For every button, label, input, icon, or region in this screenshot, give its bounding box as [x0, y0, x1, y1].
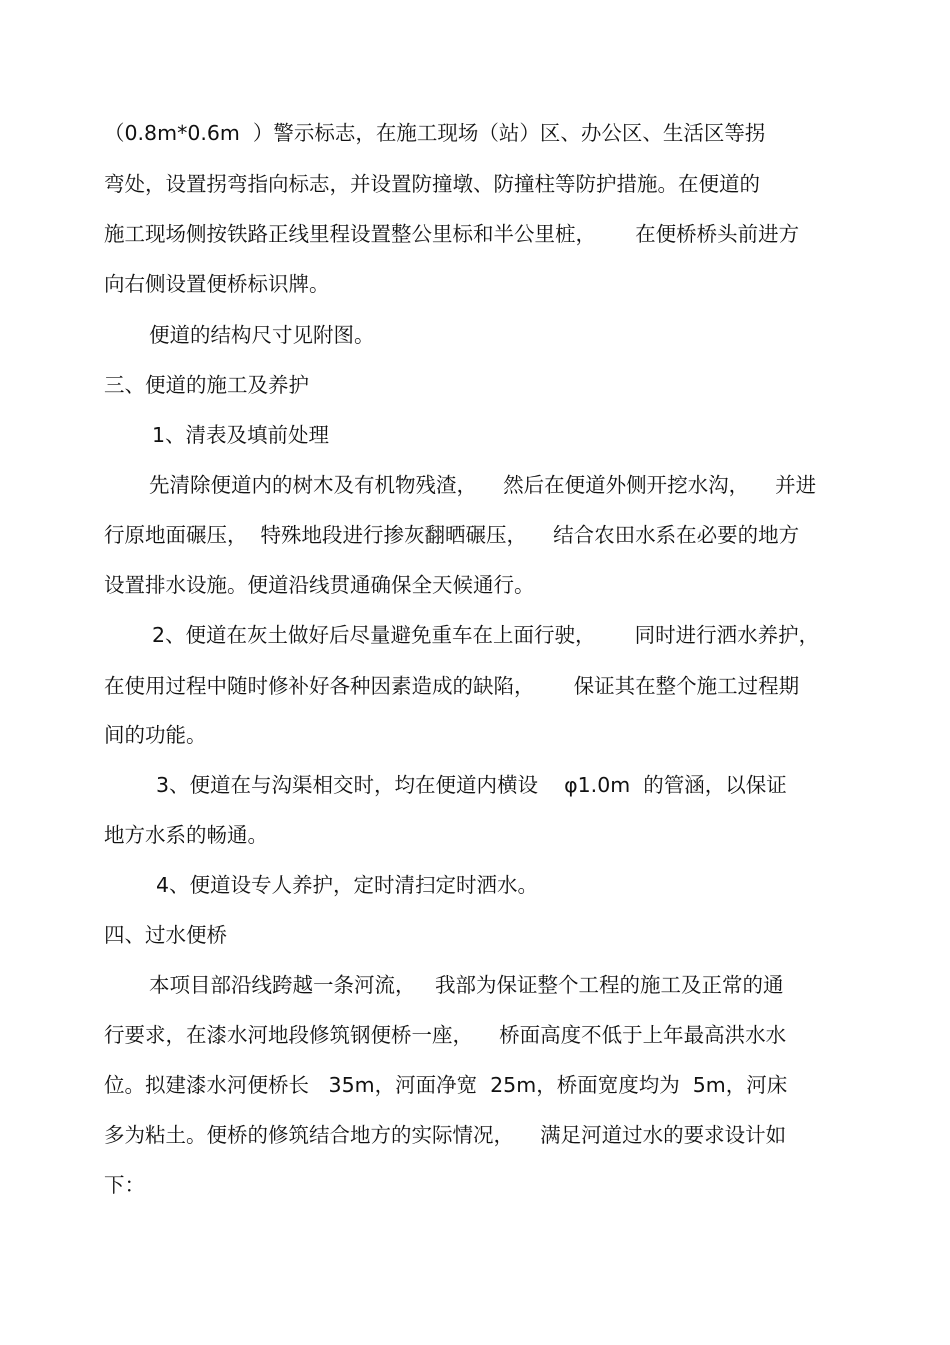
text-line-1: （0.8m*0.6m ）警示标志，在施工现场（站）区、办公区、生活区等拐: [104, 121, 766, 145]
text-line-14: 3、便道在与沟渠相交时，均在便道内横设 φ1.0m 的管涵，以保证: [156, 773, 787, 797]
section-heading-3: 三、便道的施工及养护: [104, 373, 309, 397]
text-line-10: 设置排水设施。便道沿线贯通确保全天候通行。: [104, 573, 535, 597]
text-line-19: 行要求，在漆水河地段修筑钢便桥一座， 桥面高度不低于上年最高洪水水: [104, 1023, 787, 1047]
text-line-11: 2、便道在灰土做好后尽量避免重车在上面行驶， 同时进行洒水养护，: [152, 623, 820, 647]
text-line-9: 行原地面碾压， 特殊地段进行掺灰翻晒碾压， 结合农田水系在必要的地方: [104, 523, 800, 547]
text-line-15: 地方水系的畅通。: [104, 823, 268, 847]
text-line-8: 先清除便道内的树木及有机物残渣， 然后在便道外侧开挖水沟， 并进: [149, 473, 817, 497]
section-heading-4: 四、过水便桥: [104, 923, 227, 947]
subheading-1: 1、清表及填前处理: [152, 423, 330, 447]
text-line-22: 下：: [104, 1173, 145, 1197]
text-line-2: 弯处，设置拐弯指向标志，并设置防撞墩、防撞柱等防护措施。在便道的: [104, 172, 760, 196]
text-line-12: 在使用过程中随时修补好各种因素造成的缺陷， 保证其在整个施工过程期: [104, 674, 800, 698]
text-line-4: 向右侧设置便桥标识牌。: [104, 272, 330, 296]
text-line-13: 间的功能。: [104, 723, 207, 747]
text-line-5: 便道的结构尺寸见附图。: [149, 323, 375, 347]
text-line-16: 4、便道设专人养护，定时清扫定时洒水。: [156, 873, 539, 897]
text-line-20: 位。拟建漆水河便桥长 35m，河面净宽 25m，桥面宽度均为 5m，河床: [104, 1073, 788, 1097]
text-line-18: 本项目部沿线跨越一条河流， 我部为保证整个工程的施工及正常的通: [149, 973, 784, 997]
text-line-3: 施工现场侧按铁路正线里程设置整公里标和半公里桩， 在便桥桥头前进方: [104, 222, 800, 246]
text-line-21: 多为粘土。便桥的修筑结合地方的实际情况， 满足河道过水的要求设计如: [104, 1123, 787, 1147]
